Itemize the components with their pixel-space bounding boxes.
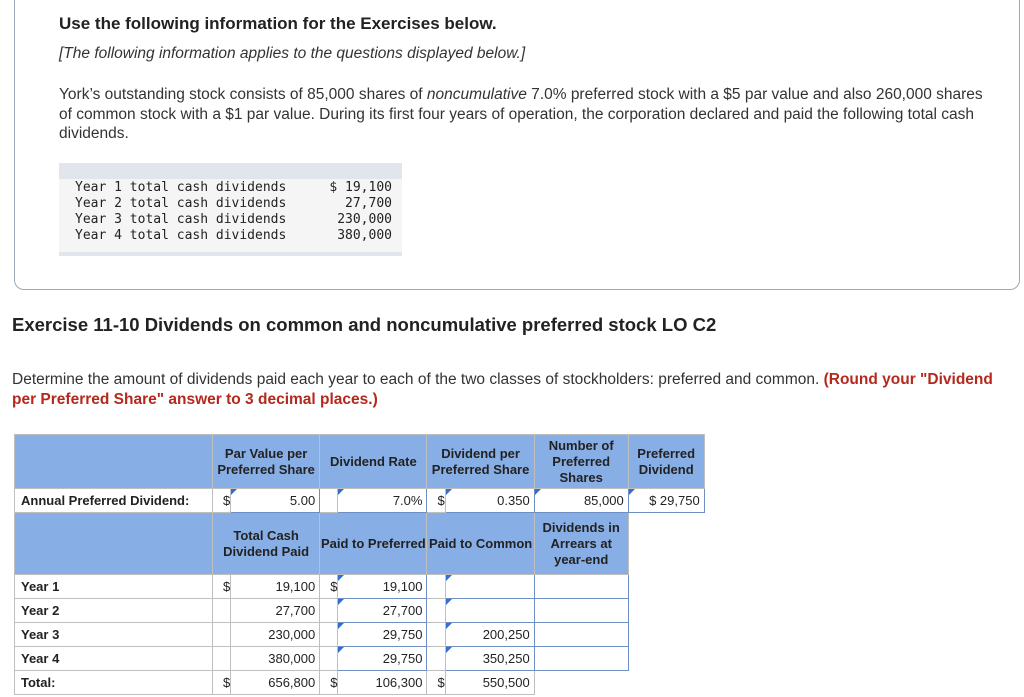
total-cash-value: 230,000 bbox=[231, 623, 320, 647]
annual-shares-input[interactable]: 85,000 bbox=[534, 489, 628, 513]
paid-to-common-input[interactable] bbox=[445, 575, 534, 599]
exercise-instruction: Determine the amount of dividends paid each year to each of the two classes of stockholders: preferred and common. (Round your "Dividend per Preferred Share" answer to 3 decimal places.) bbox=[12, 371, 993, 408]
total-cash-value: 656,800 bbox=[231, 671, 320, 695]
table-row-total bbox=[15, 671, 705, 695]
total-dollar: $ bbox=[213, 575, 231, 599]
header-preferred-dividend: Preferred Dividend bbox=[628, 435, 704, 489]
row-label: Year 1 bbox=[15, 575, 213, 599]
header2-corner bbox=[15, 513, 213, 575]
table-row bbox=[15, 599, 705, 623]
common-dollar: $ bbox=[427, 671, 445, 695]
dividend-schedule-box bbox=[59, 163, 402, 256]
header-total-cash-dividend: Total Cash Dividend Paid bbox=[213, 513, 320, 575]
paid-to-preferred-input[interactable]: 29,750 bbox=[338, 647, 427, 671]
pref-dollar: $ bbox=[320, 671, 338, 695]
dividend-label-year3: Year 3 total cash dividends bbox=[75, 212, 287, 227]
header-dividend-rate: Dividend Rate bbox=[320, 435, 427, 489]
header-par-value: Par Value per Preferred Share bbox=[213, 435, 320, 489]
info-subtitle: [The following information applies to the questions displayed below.] bbox=[59, 45, 526, 62]
annual-dps-input[interactable]: 0.350 bbox=[445, 489, 534, 513]
paid-to-preferred-input[interactable]: 27,700 bbox=[338, 599, 427, 623]
pref-dollar bbox=[320, 647, 338, 671]
dividend-table bbox=[14, 434, 705, 695]
annual-par-dollar: $ bbox=[213, 489, 231, 513]
annual-preferred-dividend-input[interactable]: $ 29,750 bbox=[628, 489, 704, 513]
dividend-value-year2: 27,700 bbox=[345, 196, 392, 211]
dividend-value-year4: 380,000 bbox=[337, 228, 392, 243]
paid-to-common-input[interactable]: 200,250 bbox=[445, 623, 534, 647]
annual-dps-dollar: $ bbox=[427, 489, 445, 513]
header-number-of-shares: Number of Preferred Shares bbox=[534, 435, 628, 489]
blank-cell bbox=[628, 599, 704, 623]
paid-to-common-input[interactable] bbox=[445, 599, 534, 623]
arrears-input[interactable] bbox=[534, 647, 628, 671]
pref-dollar bbox=[320, 623, 338, 647]
annual-rate-input[interactable]: 7.0% bbox=[338, 489, 427, 513]
dividend-value-year3: 230,000 bbox=[337, 212, 392, 227]
header-corner bbox=[15, 435, 213, 489]
info-paragraph: York’s outstanding stock consists of 85,000 shares of noncumulative 7.0% preferred stock with a $5 par value and also 260,000 shares of common stock with a $1 par value. During its first four years of operation, the corporation declared and paid the following total cash dividends. bbox=[59, 86, 983, 142]
pref-dollar bbox=[320, 599, 338, 623]
pref-dollar: $ bbox=[320, 575, 338, 599]
header-dividend-per-share: Dividend per Preferred Share bbox=[427, 435, 534, 489]
arrears-input[interactable] bbox=[534, 623, 628, 647]
common-dollar bbox=[427, 647, 445, 671]
common-dollar bbox=[427, 623, 445, 647]
paid-to-preferred-input[interactable]: 19,100 bbox=[338, 575, 427, 599]
rounding-note: (Round your "Dividend per Preferred Share" answer to 3 decimal places.) bbox=[12, 371, 993, 408]
total-paid-to-preferred: 106,300 bbox=[338, 671, 427, 695]
dividend-label-year1: Year 1 total cash dividends bbox=[75, 180, 287, 195]
annual-par-value-input[interactable]: 5.00 bbox=[231, 489, 320, 513]
common-dollar bbox=[427, 575, 445, 599]
paid-to-common-input[interactable]: 350,250 bbox=[445, 647, 534, 671]
blank-cell bbox=[534, 671, 628, 695]
annual-rate-spacer bbox=[320, 489, 338, 513]
total-dollar bbox=[213, 623, 231, 647]
dividend-label-year4: Year 4 total cash dividends bbox=[75, 228, 287, 243]
table-row bbox=[15, 623, 705, 647]
row-label: Year 3 bbox=[15, 623, 213, 647]
paid-to-preferred-input[interactable]: 29,750 bbox=[338, 623, 427, 647]
annual-preferred-dividend-label: Annual Preferred Dividend: bbox=[15, 489, 213, 513]
dividend-label-year2: Year 2 total cash dividends bbox=[75, 196, 287, 211]
table-row bbox=[15, 647, 705, 671]
arrears-input[interactable] bbox=[534, 599, 628, 623]
blank-cell bbox=[628, 647, 704, 671]
total-cash-value: 380,000 bbox=[231, 647, 320, 671]
common-dollar bbox=[427, 599, 445, 623]
blank-cell bbox=[628, 671, 704, 695]
row-label: Year 2 bbox=[15, 599, 213, 623]
blank-cell bbox=[628, 513, 704, 575]
row-label: Total: bbox=[15, 671, 213, 695]
row-label: Year 4 bbox=[15, 647, 213, 671]
total-paid-to-common: 550,500 bbox=[445, 671, 534, 695]
header-paid-to-common: Paid to Common bbox=[427, 513, 534, 575]
header-paid-to-preferred: Paid to Preferred bbox=[320, 513, 427, 575]
total-dollar: $ bbox=[213, 671, 231, 695]
exercise-title: Exercise 11-10 Dividends on common and noncumulative preferred stock LO C2 bbox=[12, 314, 717, 335]
blank-cell bbox=[628, 575, 704, 599]
arrears-input[interactable] bbox=[534, 575, 628, 599]
blank-cell bbox=[628, 623, 704, 647]
total-cash-value: 27,700 bbox=[231, 599, 320, 623]
total-dollar bbox=[213, 599, 231, 623]
total-cash-value: 19,100 bbox=[231, 575, 320, 599]
info-title: Use the following information for the Exercises below. bbox=[59, 14, 497, 33]
table-row bbox=[15, 575, 705, 599]
header-dividends-in-arrears: Dividends in Arrears at year-end bbox=[534, 513, 628, 575]
dividend-value-year1: $ 19,100 bbox=[329, 180, 392, 195]
total-dollar bbox=[213, 647, 231, 671]
